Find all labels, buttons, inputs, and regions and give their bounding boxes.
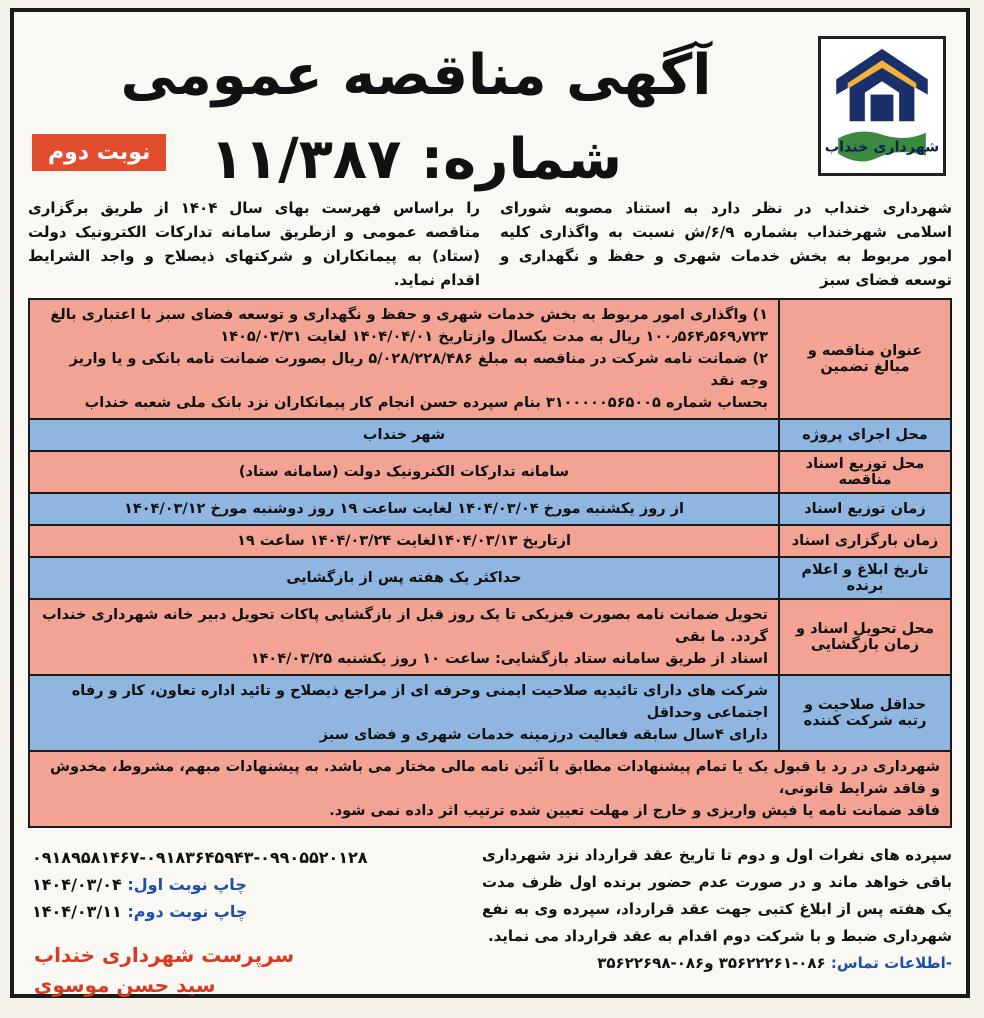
- row-value: [29, 419, 779, 451]
- logo-emblem-icon: [821, 39, 943, 173]
- row-value-line: بحساب شماره ۳۱۰۰۰۰۰۵۶۵۰۰۵ بنام سپرده حسن انجام کار پیمانکاران نزد بانک ملی شعبه خنداب: [84, 395, 768, 411]
- table-row: [29, 493, 951, 525]
- table-row: [29, 557, 951, 599]
- row-label: زمان توزیع اسناد: [779, 493, 951, 525]
- row-label: عنوان مناقصه و مبالغ تضمین: [779, 299, 951, 419]
- row-value-line: ۲) ضمانت نامه شرکت در مناقصه به مبلغ ۵/۰۲۸/۲۲۸/۴۸۶ ریال بصورت ضمانت نامه بانکی و یا واریز وجه نقد: [69, 351, 768, 389]
- deposit-paragraph: سپرده های نفرات اول و دوم تا تاریخ عقد قرارداد نزد شهرداری باقی خواهد ماند و در صورت عدم حضور برنده اول ظرف مدت یک هفته پس از ابلاغ کتبی جهت عقد قرارداد، سپرده وی به نفع شهرداری ضبط و با شرکت دوم اقدام به عقد قرارداد می نماید.: [482, 846, 952, 945]
- row-value-line: شهر خنداب: [362, 427, 446, 443]
- row-value-line: سامانه تدارکات الکترونیک دولت (سامانه ستاد): [238, 464, 570, 480]
- row-label: زمان بارگزاری اسناد: [779, 525, 951, 557]
- row-value-line: اسناد از طریق سامانه ستاد بازگشایی: ساعت ۱۰ روز یکشنبه ۱۴۰۴/۰۳/۲۵: [250, 651, 768, 667]
- footer-line: شهرداری در رد یا قبول یک یا تمام پیشنهادات مطابق با آئین نامه مالی مختار می باشد. به پیشنهادات مبهم، مشروط، مخدوش و فاقد شرایط قانونی،: [49, 759, 940, 797]
- deposit-and-contact: [482, 842, 952, 977]
- intro-left: را براساس فهرست بهای سال ۱۴۰۴ از طریق برگزاری مناقصه عمومی و ازطریق سامانه تدارکات الکترونیک دولت (ستاد) به پیمانکاران و شرکتهای ذیصلاح و واجد الشرایط اقدام نماید.: [28, 199, 480, 289]
- row-value: [29, 299, 779, 419]
- row-value-line: شرکت های دارای تائیدیه صلاحیت ایمنی وحرفه ای از مراجع ذیصلاح و تائید اداره تعاون، کار و رفاه اجتماعی وحداقل: [71, 683, 768, 721]
- footer-line: فاقد ضمانت نامه یا فیش واریزی و خارج از مهلت تعیین شده ترتیب اثر داده نمی شود.: [329, 803, 940, 819]
- notice-title: آگهی مناقصه عمومی شماره: ۱۱/۳۸۷: [120, 43, 712, 192]
- table-row: [29, 419, 951, 451]
- table-row: [29, 299, 951, 419]
- intro-right: شهرداری خنداب در نظر دارد به استناد مصوبه شورای اسلامی شهرخنداب بشماره ۶/۹/ش نسبت به واگذاری کلیه امور مربوط به بخش خدمات شهری و حفظ و نگهداری و توسعه فضای سبز: [500, 199, 952, 289]
- row-value: [29, 525, 779, 557]
- first-print-date: ۱۴۰۴/۰۳/۰۴: [32, 875, 122, 894]
- row-value: [29, 675, 779, 751]
- row-value-line: ۱۰۰٫۵۶۴٫۵۶۹٫۷۲۳ ریال به مدت یکسال وازتاریخ ۱۴۰۴/۰۴/۰۱ لغایت ۱۴۰۵/۰۳/۳۱: [220, 329, 768, 345]
- turn-badge: نوبت دوم: [32, 134, 166, 171]
- second-print: [32, 898, 472, 925]
- row-value-line: دارای ۴سال سابقه فعالیت درزمینه خدمات شهری و فضای سبز: [319, 727, 768, 743]
- contact-numbers: ۰۸۶-۳۵۶۲۲۲۶۱ و۰۸۶-۳۵۶۲۲۶۹۸: [597, 954, 826, 972]
- mobile-numbers: ۰۹۱۸۹۵۸۱۴۶۷-۰۹۱۸۳۶۴۵۹۴۳-۰۹۹۰۵۵۲۰۱۲۸: [32, 848, 368, 867]
- signer-title: سرپرست شهرداری خنداب: [34, 943, 295, 967]
- row-value: [29, 599, 779, 675]
- table-row: [29, 599, 951, 675]
- table-footer-row: [29, 751, 951, 827]
- row-value: [29, 493, 779, 525]
- row-value-line: ۱) واگذاری امور مربوط به بخش خدمات شهری و حفظ و نگهداری و توسعه فضای سبز با اعتباری بالغ: [50, 307, 768, 323]
- table-row: [29, 675, 951, 751]
- row-label: محل توزیع اسناد مناقصه: [779, 451, 951, 493]
- second-print-label: چاپ نوبت دوم:: [127, 902, 248, 921]
- contact-label: -اطلاعات تماس:: [830, 954, 952, 972]
- table-row: [29, 451, 951, 493]
- first-print: [32, 871, 472, 898]
- tender-notice: [10, 8, 970, 998]
- row-value-line: ازتاریخ ۱۴۰۴/۰۳/۱۳لغایت ۱۴۰۴/۰۳/۲۴ ساعت ۱۹: [237, 533, 571, 549]
- row-value-line: حداکثر یک هفته پس از بازگشایی: [286, 570, 522, 586]
- signature-block: [34, 940, 294, 1000]
- intro-text: [28, 196, 952, 292]
- row-value: [29, 557, 779, 599]
- tender-details-table: [28, 298, 952, 828]
- row-label: حداقل صلاحیت و رتبه شرکت کننده: [779, 675, 951, 751]
- second-print-date: ۱۴۰۴/۰۳/۱۱: [32, 902, 122, 921]
- row-label: محل اجرای پروژه: [779, 419, 951, 451]
- footer-note: [29, 751, 951, 827]
- row-value-line: تحویل ضمانت نامه بصورت فیزیکی تا یک روز قبل از بازگشایی پاکات تحویل دبیر خانه شهرداری خنداب گردد. ما بقی: [42, 607, 768, 645]
- row-label: تاریخ ابلاغ و اعلام برنده: [779, 557, 951, 599]
- table-row: [29, 525, 951, 557]
- municipality-logo: [818, 36, 946, 176]
- svg-text:شهرداری خنداب: شهرداری خنداب: [824, 139, 940, 156]
- print-info: [32, 844, 472, 925]
- row-value-line: از روز یکشنبه مورخ ۱۴۰۴/۰۳/۰۴ لغایت ساعت ۱۹ روز دوشنبه مورخ ۱۴۰۴/۰۳/۱۲: [124, 501, 684, 517]
- signer-name: سید حسن موسوی: [34, 973, 216, 997]
- row-value: [29, 451, 779, 493]
- row-label: محل تحویل اسناد و زمان بازگشایی: [779, 599, 951, 675]
- first-print-label: چاپ نوبت اول:: [127, 875, 247, 894]
